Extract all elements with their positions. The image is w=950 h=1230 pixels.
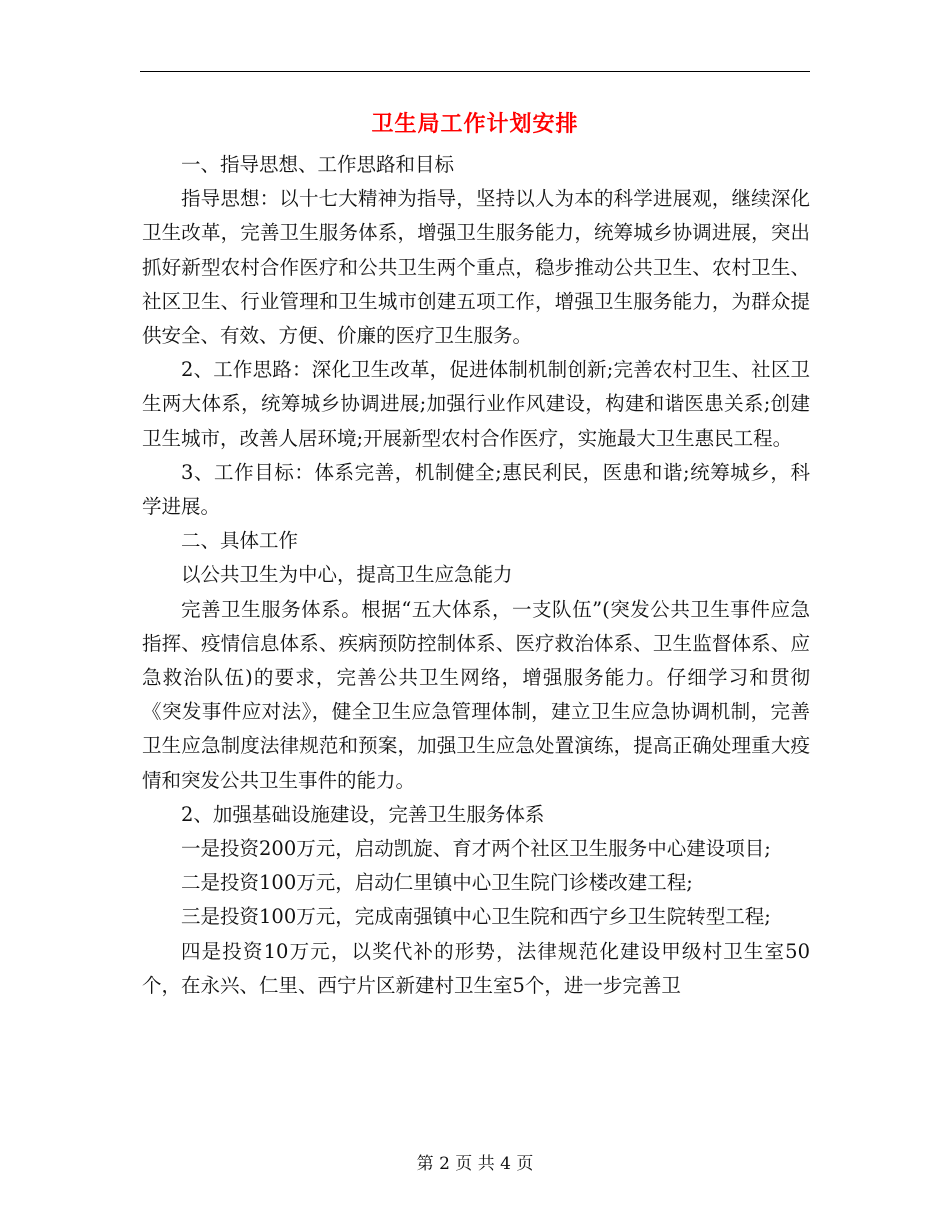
document-body bbox=[142, 148, 810, 1003]
paragraph: 二是投资100万元，启动仁里镇中心卫生院门诊楼改建工程; bbox=[181, 871, 693, 895]
paragraph: 完善卫生服务体系。根据“五大体系，一支队伍”(突发公共卫生事件应急指挥、疫情信息体系、疾病预防控制体系、医疗救治体系、卫生监督体系、应急救治队伍)的要求，完善公共卫生网络，增强服务能力。仔细学习和贯彻《突发事件应对法》，健全卫生应急管理体制，建立卫生应急协调机制，完善卫生应急制度法律规范和预案，加强卫生应急处置演练，提高正确处理重大疫情和突发公共卫生事件的能力。 bbox=[142, 597, 810, 792]
document-title: 卫生局工作计划安排 bbox=[371, 112, 579, 137]
paragraph: 三是投资100万元，完成南强镇中心卫生院和西宁乡卫生院转型工程; bbox=[181, 905, 771, 929]
paragraph: 2、工作思路：深化卫生改革，促进体制机制创新;完善农村卫生、社区卫生两大体系，统筹城乡协调进展;加强行业作风建设，构建和谐医患关系;创建卫生城市，改善人居环境;开展新型农村合作医疗，实施最大卫生惠民工程。 bbox=[142, 358, 810, 450]
header-rule bbox=[140, 71, 810, 72]
paragraph: 四是投资10万元，以奖代补的形势，法律规范化建设甲级村卫生室50个，在永兴、仁里、西宁片区新建村卫生室5个，进一步完善卫 bbox=[142, 939, 810, 997]
paragraph: 指导思想：以十七大精神为指导，坚持以人为本的科学进展观，继续深化卫生改革，完善卫生服务体系，增强卫生服务能力，统筹城乡协调进展，突出抓好新型农村合作医疗和公共卫生两个重点，稳步推动公共卫生、农村卫生、社区卫生、行业管理和卫生城市创建五项工作，增强卫生服务能力，为群众提供安全、有效、方便、价廉的医疗卫生服务。 bbox=[142, 187, 810, 348]
paragraph: 以公共卫生为中心，提高卫生应急能力 bbox=[181, 563, 513, 587]
paragraph: 一、指导思想、工作思路和目标 bbox=[181, 153, 455, 176]
page-number: 第 2 页 共 4 页 bbox=[416, 1154, 534, 1174]
paragraph: 一是投资200万元，启动凯旋、育才两个社区卫生服务中心建设项目; bbox=[181, 837, 771, 861]
paragraph: 2、加强基础设施建设，完善卫生服务体系 bbox=[181, 802, 545, 826]
paragraph: 3、工作目标：体系完善，机制健全;惠民利民，医患和谐;统筹城乡，科学进展。 bbox=[142, 460, 810, 519]
paragraph: 二、具体工作 bbox=[181, 529, 299, 553]
